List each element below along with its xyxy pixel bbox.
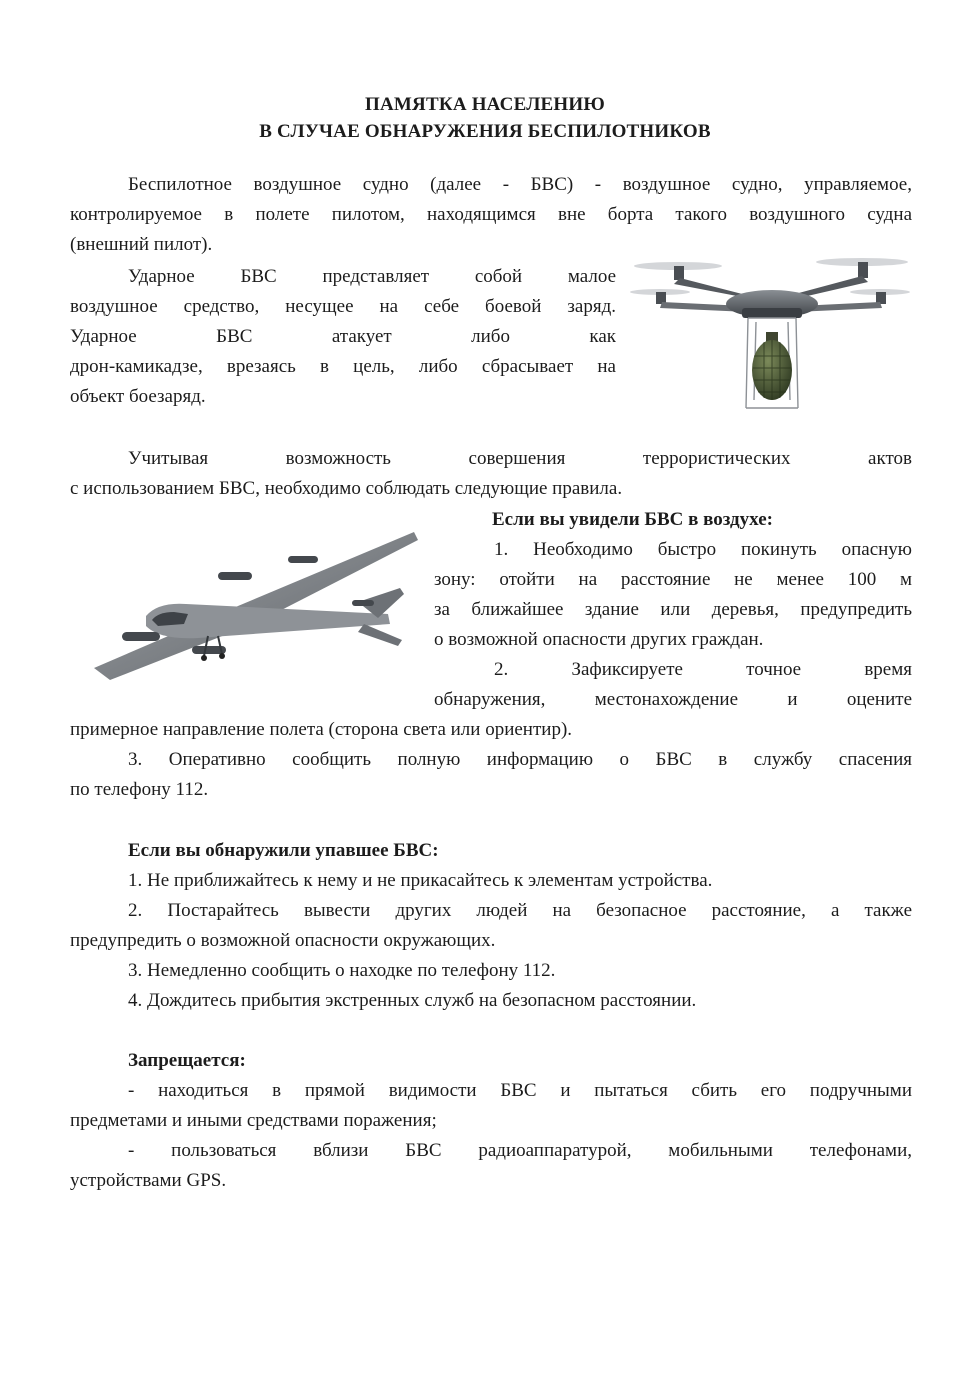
in-air-heading: Если вы увидели БВС в воздухе: <box>492 509 773 530</box>
in-air-line-9: по телефону 112. <box>70 779 209 800</box>
in-air-line-3: за ближайшее здание или деревья, предупредить <box>434 599 912 620</box>
fallen-line-1: 1. Не приближайтесь к нему и не прикасайтесь к элементам устройства. <box>128 870 713 891</box>
strike-line-1: Ударное БВС представляет собой малое <box>128 266 616 287</box>
in-air-line-2: зону: отойти на расстояние не менее 100 м <box>434 569 912 590</box>
quadcopter-drone-image <box>630 248 914 418</box>
intro-line-1: Беспилотное воздушное судно (далее - БВС) - воздушное судно, управляемое, <box>128 174 912 195</box>
forbidden-line-4: устройствами GPS. <box>70 1170 227 1191</box>
in-air-line-6: обнаружения, местонахождение и оцените <box>434 689 912 710</box>
in-air-line-5: 2. Зафиксируете точное время <box>494 659 912 680</box>
forbidden-line-1: - находиться в прямой видимости БВС и пытаться сбить его подручными <box>128 1080 912 1101</box>
title-line-2: В СЛУЧАЕ ОБНАРУЖЕНИЯ БЕСПИЛОТНИКОВ <box>259 121 711 142</box>
rules-intro-line-1: Учитывая возможность совершения террористических актов <box>128 448 912 469</box>
rules-intro-line-2: с использованием БВС, необходимо соблюдать следующие правила. <box>70 478 623 499</box>
forbidden-line-2: предметами и иными средствами поражения; <box>70 1110 437 1131</box>
strike-line-3: Ударное БВС атакует либо как <box>70 326 616 347</box>
forbidden-line-3: - пользоваться вблизи БВС радиоаппаратурой, мобильными телефонами, <box>128 1140 912 1161</box>
fallen-line-5: 4. Дождитесь прибытия экстренных служб на безопасном расстоянии. <box>128 990 697 1011</box>
title-line-1: ПАМЯТКА НАСЕЛЕНИЮ <box>365 94 605 115</box>
in-air-line-4: о возможной опасности других граждан. <box>434 629 764 650</box>
fallen-line-2: 2. Постарайтесь вывести других людей на безопасное расстояние, а также <box>128 900 912 921</box>
in-air-line-1: 1. Необходимо быстро покинуть опасную <box>494 539 912 560</box>
intro-line-2: контролируемое в полете пилотом, находящимся вне борта такого воздушного судна <box>70 204 912 225</box>
in-air-line-8: 3. Оперативно сообщить полную информацию о БВС в службу спасения <box>128 749 912 770</box>
fallen-line-3: предупредить о возможной опасности окружающих. <box>70 930 496 951</box>
in-air-line-7: примерное направление полета (сторона света или ориентир). <box>70 719 573 740</box>
strike-line-4: дрон-камикадзе, врезаясь в цель, либо сбрасывает на <box>70 356 616 377</box>
forbidden-heading: Запрещается: <box>128 1050 246 1071</box>
strike-line-5: объект боезаряд. <box>70 386 206 407</box>
strike-line-2: воздушное средство, несущее на себе боевой заряд. <box>70 296 616 317</box>
fallen-line-4: 3. Немедленно сообщить о находке по телефону 112. <box>128 960 556 981</box>
intro-line-3: (внешний пилот). <box>70 234 213 255</box>
fallen-heading: Если вы обнаружили упавшее БВС: <box>128 840 439 861</box>
fixed-wing-drone-image <box>88 528 418 688</box>
